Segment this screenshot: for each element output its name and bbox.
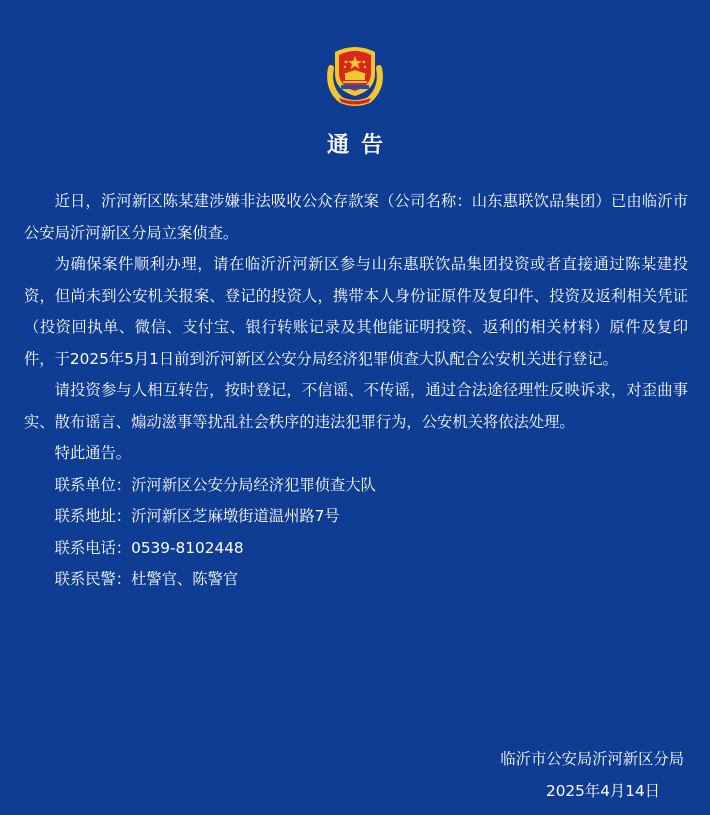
- contact-address: [24, 501, 688, 533]
- notice-body: [24, 186, 688, 596]
- contact-phone: [24, 533, 688, 565]
- contact-label: 联系地址：: [54, 507, 132, 525]
- signature-block: [500, 744, 684, 807]
- notice-paragraph: 为确保案件顺利办理，请在临沂沂河新区参与山东惠联饮品集团投资或者直接通过陈某建投资，但尚未到公安机关报案、登记的投资人，携带本人身份证原件及复印件、投资及返利相关凭证（投资回执单、微信、支付宝、银行转账记录及其他能证明投资、返利的相关材料）原件及复印件，于2025年5月1日前到沂河新区公安分局经济犯罪侦查大队配合公安机关进行登记。: [24, 255, 688, 368]
- contact-value: 0539-8102448: [131, 538, 244, 557]
- issue-date: 2025年4月14日: [545, 781, 660, 800]
- contact-officers: [24, 564, 688, 596]
- contact-unit: [24, 470, 688, 502]
- contact-value: 杜警官、陈警官: [131, 570, 239, 588]
- notice-paragraph: 请投资参与人相互转告，按时登记，不信谣、不传谣，通过合法途径理性反映诉求，对歪曲事实、散布谣言、煽动滋事等扰乱社会秩序的违法犯罪行为，公安机关将依法处理。: [24, 381, 688, 431]
- contact-label: 联系单位：: [54, 475, 132, 494]
- notice-paragraph: 近日，沂河新区陈某建涉嫌非法吸收公众存款案（公司名称：山东惠联饮品集团）已由临沂市公安局沂河新区分局立案侦查。: [24, 192, 688, 242]
- contact-label: 联系民警：: [54, 570, 132, 588]
- contact-value: 沂河新区公安分局经济犯罪侦查大队: [131, 475, 376, 494]
- police-emblem-icon: [321, 40, 389, 108]
- issuer: 临沂市公安局沂河新区分局: [500, 750, 684, 768]
- notice-title: 通告: [326, 133, 395, 158]
- notice-closing: 特此通告。: [54, 444, 132, 462]
- contact-value: 沂河新区芝麻墩街道温州路7号: [131, 507, 340, 525]
- contact-label: 联系电话：: [54, 538, 132, 557]
